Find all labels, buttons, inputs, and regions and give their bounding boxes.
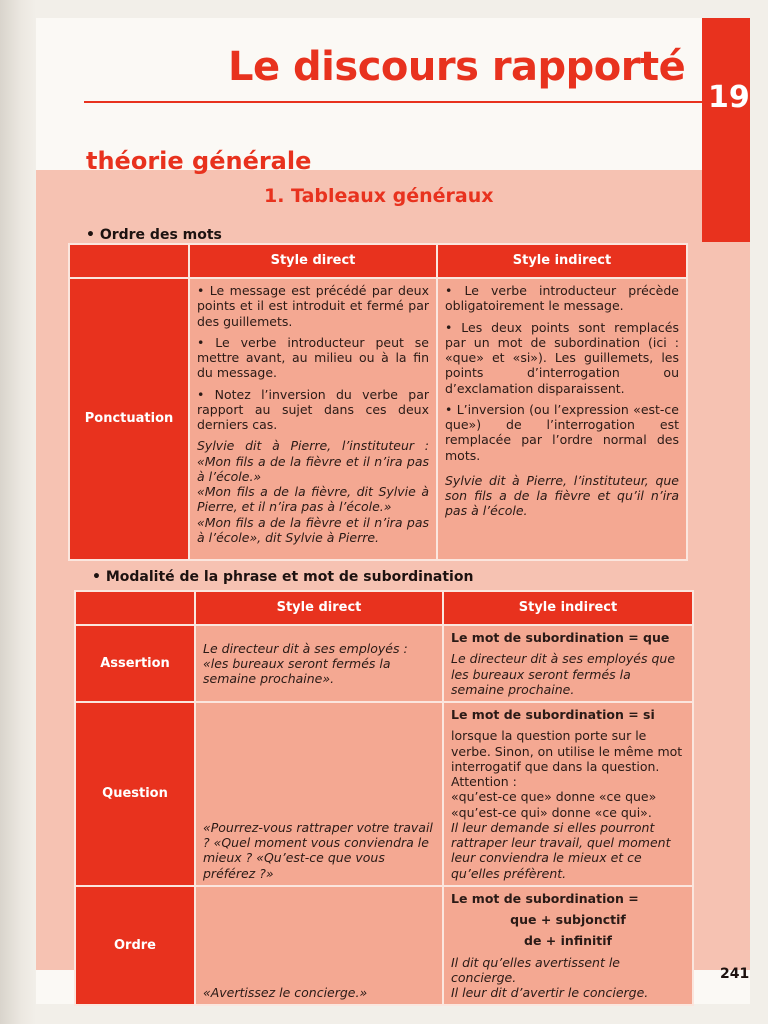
table-header-row	[69, 244, 687, 278]
table2-heading: • Modalité de la phrase et mot de subordination	[92, 569, 474, 585]
table-header-row	[75, 591, 693, 625]
assertion-direct-cell: Le directeur dit à ses employés : «les bureaux seront fermés la semaine prochaine».	[195, 625, 443, 702]
header-corner	[75, 591, 195, 625]
ordre-rule-line-1: Le mot de subordination =	[451, 890, 639, 906]
word-order-table	[68, 243, 688, 561]
direct-style-cell	[189, 278, 437, 560]
column-header-indirect: Style indirect	[443, 591, 693, 625]
row-label-ordre: Ordre	[75, 886, 195, 1006]
question-explanation: lorsque la question porte sur le verbe. Sinon, on utilise le même mot interrogatif que dans la question.	[451, 728, 683, 774]
column-header-direct: Style direct	[189, 244, 437, 278]
indirect-rule-1: • Le verbe introducteur précède obligatoirement le message.	[445, 283, 679, 314]
direct-rule-2: • Le verbe introducteur peut se mettre avant, au milieu ou à la fin du message.	[197, 334, 429, 381]
indirect-rule-2: • Les deux points sont remplacés par un mot de subordination (ici : «que» et «si»). Les guillemets, les points d’interrogation ou d’exclamation disparaissent.	[445, 319, 679, 396]
indirect-example: Sylvie dit à Pierre, l’instituteur, que son fils a de la fièvre et qu’il n’ira pas à l’école.	[445, 472, 679, 519]
title-rule	[84, 101, 702, 103]
header-corner	[69, 244, 189, 278]
question-transform-2: «qu’est-ce qui» donne «ce qui».	[451, 804, 652, 820]
column-header-direct: Style direct	[195, 591, 443, 625]
question-transform-1: «qu’est-ce que» donne «ce que»	[451, 789, 657, 805]
chapter-number: 19	[708, 80, 750, 115]
ordre-example-1: Il dit qu’elles avertissent le concierge.	[451, 954, 620, 985]
row-label-assertion: Assertion	[75, 625, 195, 702]
assertion-example: Le directeur dit à ses employés que les bureaux seront fermés la semaine prochaine.	[451, 651, 676, 697]
row-label-ponctuation: Ponctuation	[69, 278, 189, 560]
ordre-direct-cell: «Avertissez le concierge.»	[195, 886, 443, 1006]
question-indirect-cell	[443, 702, 693, 886]
indirect-style-cell	[437, 278, 687, 560]
direct-example-1: Sylvie dit à Pierre, l’instituteur : «Mon fils a de la fièvre et il n’ira pas à l’école.»	[197, 438, 429, 484]
direct-rule-1: • Le message est précédé par deux points et il est introduit et fermé par des guillemets.	[197, 283, 429, 329]
chapter-tab	[702, 18, 750, 242]
ordre-rule-line-3: de + infinitif	[524, 933, 612, 949]
direct-example-3: «Mon fils a de la fièvre et il n’ira pas à l’école», dit Sylvie à Pierre.	[197, 514, 429, 545]
row-label-question: Question	[75, 702, 195, 886]
page-number: 241	[720, 966, 750, 982]
column-header-indirect: Style indirect	[437, 244, 687, 278]
ordre-example-2: Il leur dit d’avertir le concierge.	[451, 985, 649, 1000]
page-title: Le discours rapporté	[228, 44, 686, 90]
table-row	[69, 278, 687, 560]
direct-rule-3: • Notez l’inversion du verbe par rapport au sujet dans ces deux derniers cas.	[197, 386, 429, 432]
question-attention: Attention :	[451, 774, 517, 789]
table1-heading: • Ordre des mots	[86, 227, 222, 243]
book-binding-shadow	[0, 0, 36, 1024]
question-direct-cell: «Pourrez-vous rattraper votre travail ? «Quel moment vous conviendra le mieux ? «Qu’est-ce que vous préférez ?»	[195, 702, 443, 886]
assertion-indirect-cell	[443, 625, 693, 702]
question-rule: Le mot de subordination = si	[451, 707, 655, 722]
sentence-modality-table	[74, 590, 694, 1006]
assertion-rule: Le mot de subordination = que	[451, 630, 670, 645]
table-row	[75, 625, 693, 702]
section-heading: théorie générale	[86, 147, 312, 175]
indirect-rule-3: • L’inversion (ou l’expression «est-ce que») de l’interrogation est remplacée par l’ordre normal des mots.	[445, 401, 679, 463]
question-example: Il leur demande si elles pourront rattraper leur travail, quel moment leur conviendra le mieux et ce qu’elles préfèrent.	[451, 819, 671, 881]
ordre-rule-line-2: que + subjonctif	[510, 912, 626, 927]
subsection-title: 1. Tableaux généraux	[264, 185, 494, 207]
table-row	[75, 702, 693, 886]
table-row	[75, 886, 693, 1006]
ordre-indirect-cell	[443, 886, 693, 1006]
direct-example-2: «Mon fils a de la fièvre, dit Sylvie à Pierre, et il n’ira pas à l’école.»	[197, 484, 429, 515]
